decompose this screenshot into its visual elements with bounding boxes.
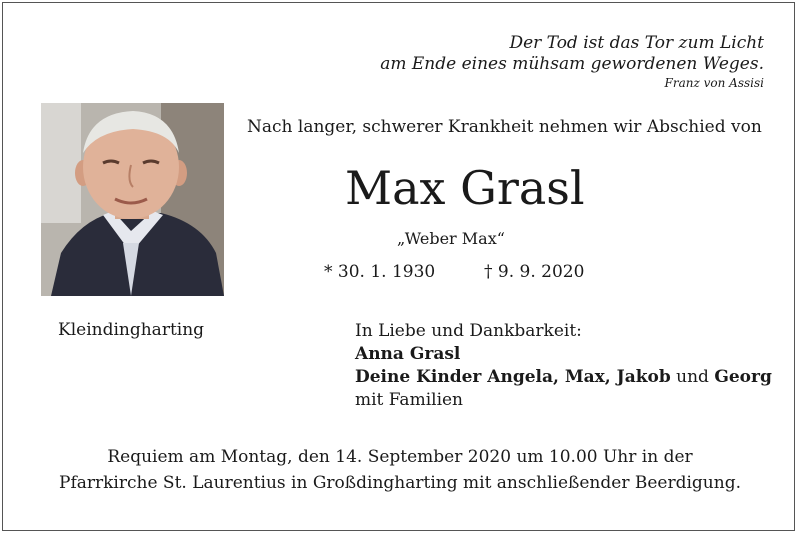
requiem-line-1: Requiem am Montag, den 14. September 2020 um 10.00 Uhr in der [107,447,693,467]
epigraph-line-1: Der Tod ist das Tor zum Licht [509,33,764,53]
mourner-families: mit Familien [355,390,464,410]
mourners-opening: In Liebe und Dankbarkeit: [355,321,582,341]
epigraph-line-2: am Ende eines mühsam gewordenen Weges. [380,54,764,74]
epigraph-author: Franz von Assisi [664,76,764,90]
portrait-photo [41,103,224,296]
requiem-info [0,444,800,496]
deceased-nickname: „Weber Max“ [397,229,505,248]
mourners-block [355,320,772,412]
deceased-name: Max Grasl [345,161,585,215]
mourner-children-last: Georg [714,367,772,387]
birth-date: * 30. 1. 1930 [324,262,436,282]
intro-text: Nach langer, schwerer Krankheit nehmen wir Abschied von [247,117,762,137]
mourner-children-line [355,366,772,389]
portrait-illustration [41,103,224,296]
mourner-children: Deine Kinder Angela, Max, Jakob [355,367,671,387]
death-date: † 9. 9. 2020 [484,262,585,282]
mourner-children-and: und [670,367,715,387]
hometown: Kleindingharting [58,320,205,340]
epigraph [380,33,764,91]
mourner-spouse: Anna Grasl [355,344,461,364]
requiem-line-2: Pfarrkirche St. Laurentius in Großdingharting mit anschließender Beerdigung. [59,473,741,493]
